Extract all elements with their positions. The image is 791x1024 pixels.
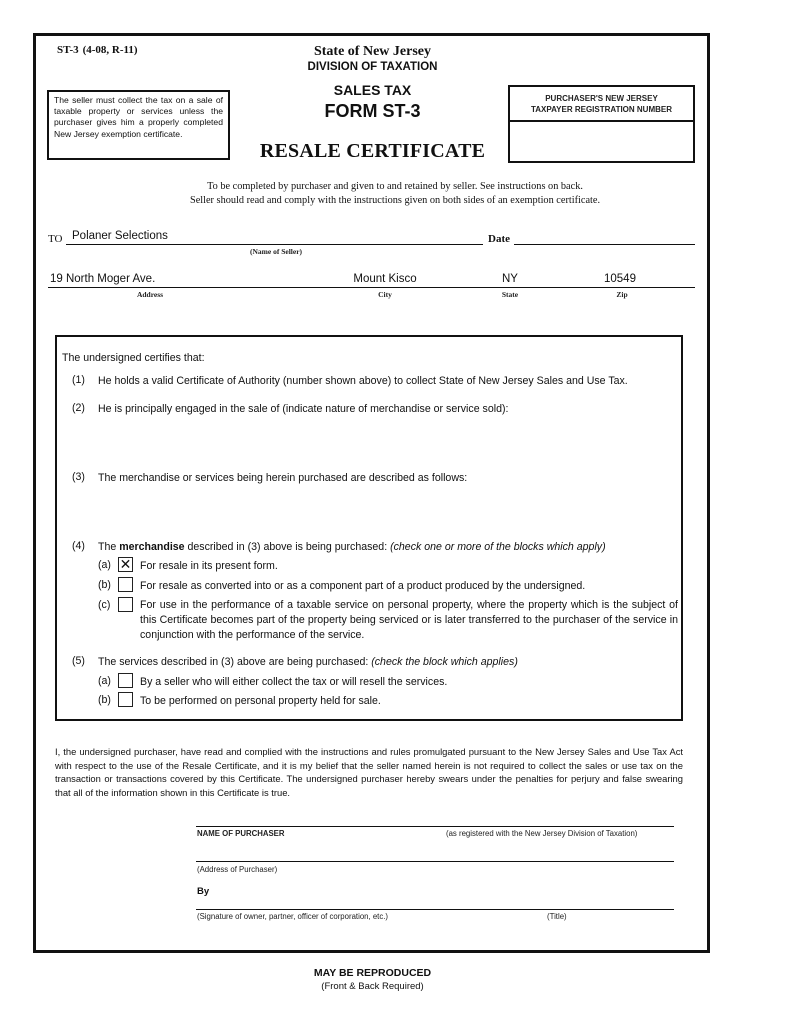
purchaser-name-label: NAME OF PURCHASER [197, 829, 285, 838]
certification-intro: The undersigned certifies that: [62, 352, 205, 364]
instructions-line-2: Seller should read and comply with the instructions given on both sides of an exemption certificate. [189, 195, 601, 206]
seller-address-field[interactable]: 19 North Moger Ave. [50, 273, 156, 285]
date-field[interactable] [516, 230, 694, 244]
purchaser-name-top-line [196, 826, 674, 827]
front-back-required: (Front & Back Required) [321, 981, 424, 992]
division-title: DIVISION OF TAXATION [307, 61, 438, 73]
option-4c-text: For use in the performance of a taxable service on personal property, where the property which is the subject of this Certificate becomes part of the property being serviced or is later transferred to the purchaser of the service in conjunction with the performance of the service. [140, 599, 678, 641]
address-caption: Address [136, 290, 164, 299]
option-5b-text: To be performed on personal property held for sale. [140, 695, 381, 707]
title-label: (Title) [547, 912, 567, 921]
item-4-text-italic: (check one or more of the blocks which apply) [390, 541, 606, 553]
to-label: TO [48, 233, 63, 245]
option-5a-letter: (a) [98, 675, 111, 687]
nature-of-business-field[interactable] [98, 420, 673, 464]
date-label: Date [488, 233, 510, 245]
city-caption: City [378, 290, 392, 299]
item-5-text-pre: The services described in (3) above are being purchased: [98, 656, 372, 668]
option-4b-checkbox[interactable] [118, 577, 133, 592]
registration-number-label [510, 87, 693, 122]
form-revision: (4-08, R-11) [82, 44, 138, 56]
instructions-line-1: To be completed by purchaser and given to and retained by seller. See instructions on back. [207, 181, 583, 192]
merchandise-description-field[interactable] [98, 489, 673, 533]
may-be-reproduced: MAY BE REPRODUCED [313, 967, 432, 979]
option-4c-checkbox[interactable] [118, 597, 133, 612]
option-5a-checkbox[interactable] [118, 673, 133, 688]
item-3-number: (3) [72, 471, 85, 483]
purchaser-address-line [196, 861, 674, 862]
seller-name-line [66, 244, 483, 245]
seller-notice-box [47, 90, 230, 160]
signature-line[interactable] [196, 909, 674, 910]
option-4b-text: For resale as converted into or as a component part of a product produced by the undersigned. [140, 580, 586, 592]
item-4-text [98, 540, 606, 554]
item-1-text: He holds a valid Certificate of Authority (number shown above) to collect State of New Jersey Sales and Use Tax. [98, 375, 628, 387]
purchaser-name-field[interactable] [196, 840, 674, 860]
item-5-number: (5) [72, 655, 85, 667]
form-number: ST-3 [57, 44, 79, 56]
seller-zip-field[interactable]: 10549 [604, 273, 636, 285]
sales-tax-title: SALES TAX [333, 82, 412, 98]
page-title: RESALE CERTIFICATE [259, 140, 486, 162]
registration-label-line-2: TAXPAYER REGISTRATION NUMBER [530, 105, 673, 114]
purchaser-oath: I, the undersigned purchaser, have read and complied with the instructions and rules promulgated pursuant to the New Jersey Sales and Use Tax Act with respect to the use of the Resale Certificate, and it is my belief that the seller named herein is not required to collect the sales or use tax on the transaction or transactions covered by this Certificate. The undersigned purchaser hereby swears under the penalties for perjury and false swearing that all of the information shown in this Certificate is true. [55, 746, 683, 798]
option-4b-letter: (b) [98, 579, 111, 591]
registration-number-field[interactable] [510, 122, 693, 161]
option-5b-letter: (b) [98, 694, 111, 706]
item-2-number: (2) [72, 402, 85, 414]
zip-caption: Zip [616, 290, 628, 299]
item-4-text-pre: The [98, 541, 120, 553]
address-line [48, 287, 695, 288]
option-4a-checkbox[interactable]: ✕ [119, 556, 132, 572]
seller-name-field[interactable]: Polaner Selections [72, 230, 168, 242]
item-5-text [98, 655, 518, 669]
purchaser-address-label: (Address of Purchaser) [197, 865, 278, 874]
seller-name-caption: (Name of Seller) [249, 247, 303, 256]
form-code [57, 44, 138, 56]
seller-state-field[interactable]: NY [502, 273, 518, 285]
option-5b-checkbox[interactable] [118, 692, 133, 707]
item-4-text-bold: merchandise [119, 541, 185, 553]
date-line [514, 244, 695, 245]
item-2-text: He is principally engaged in the sale of (indicate nature of merchandise or service sold): [98, 403, 509, 415]
state-caption: State [501, 290, 519, 299]
item-5-text-italic: (check the block which applies) [371, 656, 518, 668]
instructions [100, 180, 690, 208]
item-1-number: (1) [72, 374, 85, 386]
option-4c-letter: (c) [98, 599, 111, 611]
seller-city-field[interactable]: Mount Kisco [353, 273, 417, 285]
signature-label: (Signature of owner, partner, officer of corporation, etc.) [197, 912, 388, 921]
option-4a-letter: (a) [98, 559, 111, 571]
registration-number-box [508, 85, 695, 163]
registration-label-line-1: PURCHASER'S NEW JERSEY [545, 94, 658, 103]
option-4a-text: For resale in its present form. [140, 560, 278, 572]
seller-notice-text: The seller must collect the tax on a sale of taxable property or services unless the purchaser gives him a properly completed New Jersey exemption certificate. [54, 95, 223, 139]
purchaser-address-field[interactable] [196, 876, 674, 906]
form-name-title: FORM ST-3 [324, 101, 421, 121]
by-label: By [197, 886, 210, 897]
item-3-text: The merchandise or services being herein purchased are described as follows: [98, 472, 468, 484]
item-4-text-post: described in (3) above is being purchased: [184, 541, 391, 553]
purchaser-name-note: (as registered with the New Jersey Division of Taxation) [446, 829, 638, 838]
state-title: State of New Jersey [313, 44, 431, 59]
item-4-number: (4) [72, 540, 85, 552]
option-5a-text: By a seller who will either collect the tax or will resell the services. [140, 676, 448, 688]
